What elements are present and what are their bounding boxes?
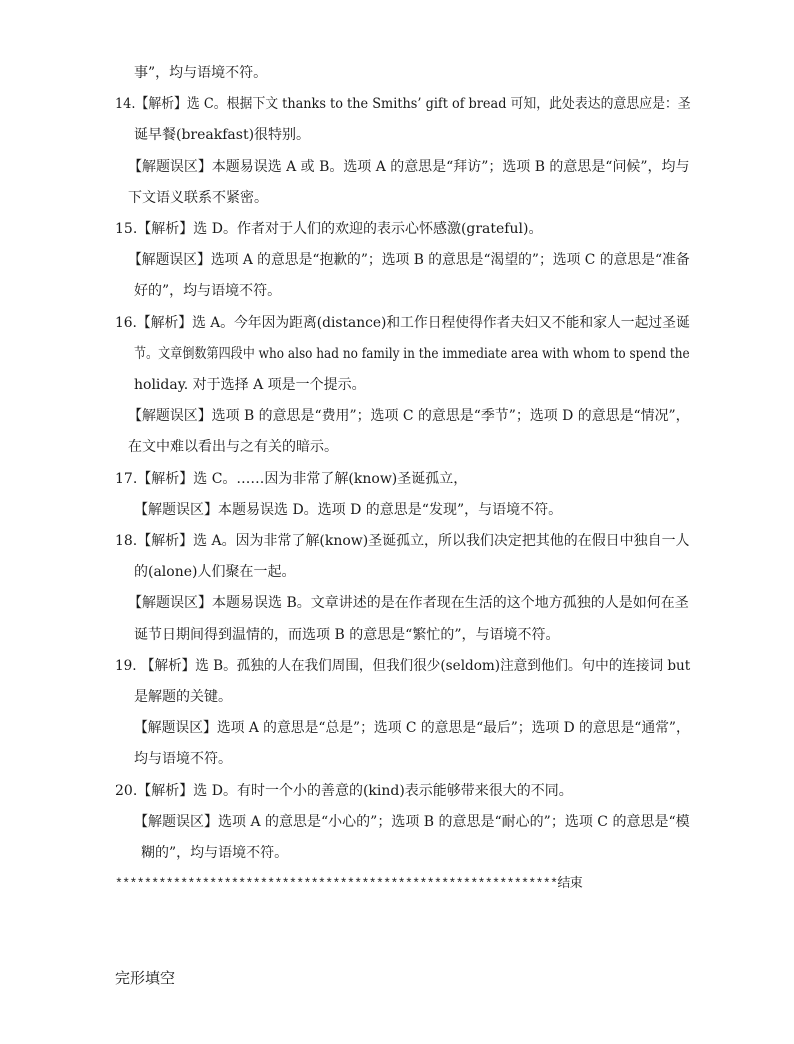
text-line: 18.【解析】选 A。因为非常了解(know)圣诞孤立，所以我们决定把其他的在假日中独自一人 <box>115 533 690 549</box>
text-line: 14.【解析】选 C。根据下文 thanks to the Smiths’ gift of bread 可知，此处表达的意思应是：圣 <box>115 96 691 112</box>
text-line: 节。文章倒数第四段中 who also had no family in the immediate area with whom to spend the <box>134 346 690 362</box>
text-line: 19. 【解析】选 B。孤独的人在我们周围，但我们很少(seldom)注意到他们。句中的连接词 but <box>115 658 691 674</box>
text-line: 【解题误区】选项 A 的意思是“抱歉的”；选项 B 的意思是“渴望的”；选项 C 的意思是“准备 <box>128 252 690 268</box>
text-line: 在文中难以看出与之有关的暗示。 <box>128 439 338 455</box>
text-line: 的(alone)人们聚在一起。 <box>134 564 296 580</box>
text-line: 糊的”，均与语境不符。 <box>141 845 289 861</box>
text-line: holiday. 对于选择 A 项是一个提示。 <box>134 377 366 393</box>
text-line: 均与语境不符。 <box>134 751 232 767</box>
text-line: 20.【解析】选 D。有时一个小的善意的(kind)表示能够带来很大的不同。 <box>115 783 573 799</box>
text-line: 【解题误区】选项 A 的意思是“小心的”；选项 B 的意思是“耐心的”；选项 C 的意思是“模 <box>134 814 690 830</box>
footer-title: 完形填空 <box>115 969 176 987</box>
end-divider: *************************************************************结束 <box>115 876 583 891</box>
text-line: 17.【解析】选 C。……因为非常了解(know)圣诞孤立， <box>115 471 468 487</box>
text-line: 【解题误区】选项 A 的意思是“总是”；选项 C 的意思是“最后”；选项 D 的意思是“通常”， <box>134 720 690 736</box>
text-line: 【解题误区】本题易误选 B。文章讲述的是在作者现在生活的这个地方孤独的人是如何在圣 <box>128 595 689 611</box>
text-line: 好的”，均与语境不符。 <box>134 283 282 299</box>
text-line: 诞节日期间得到温情的，而选项 B 的意思是“繁忙的”，与语境不符。 <box>134 627 560 643</box>
text-line: 下文语义联系不紧密。 <box>128 190 268 206</box>
text-line: 事”，均与语境不符。 <box>134 65 268 81</box>
text-line: 是解题的关键。 <box>134 689 232 705</box>
text-line: 【解题误区】本题易误选 A 或 B。选项 A 的意思是“拜访”；选项 B 的意思是“问候”，均与 <box>128 159 690 175</box>
text-line: 【解题误区】选项 B 的意思是“费用”；选项 C 的意思是“季节”；选项 D 的意思是“情况”， <box>128 408 690 424</box>
text-line: 15.【解析】选 D。作者对于人们的欢迎的表示心怀感激(grateful)。 <box>115 221 543 237</box>
text-line: 【解题误区】本题易误选 D。选项 D 的意思是“发现”，与语境不符。 <box>134 502 563 518</box>
text-line: 16.【解析】选 A。今年因为距离(distance)和工作日程使得作者夫妇又不能和家人一起过圣诞 <box>115 315 690 331</box>
text-line: 诞早餐(breakfast)很特别。 <box>134 127 311 143</box>
